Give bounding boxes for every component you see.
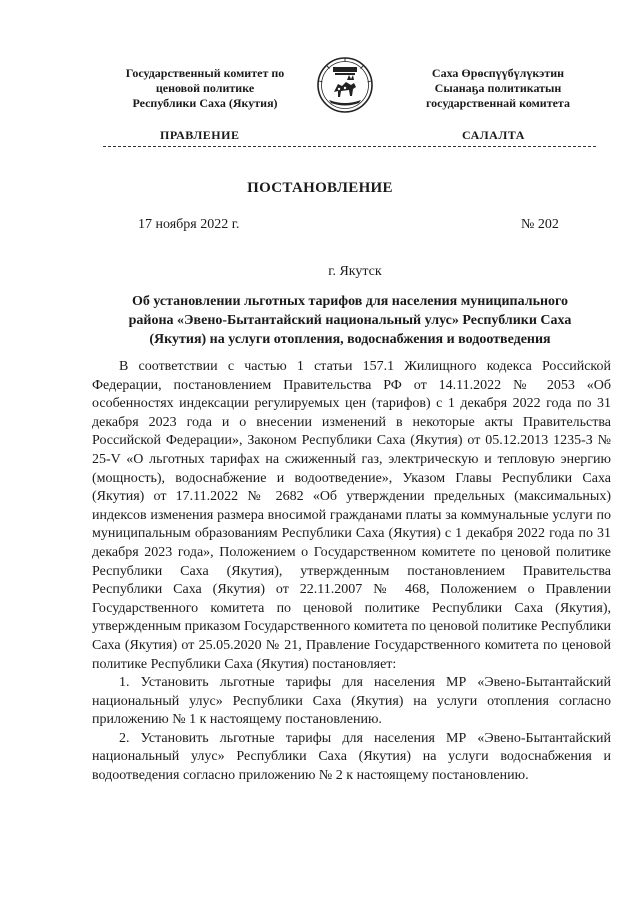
department-yakut: САЛАЛТА	[462, 128, 525, 142]
sakha-coat-of-arms-icon	[316, 56, 374, 114]
document-type: ПОСТАНОВЛЕНИЕ	[247, 180, 393, 196]
issuer-line: Республики Саха (Якутия)	[132, 96, 278, 110]
issuer-line: Государственный комитет по	[125, 66, 285, 80]
issuer-line: государственнай комитета	[426, 96, 570, 110]
issuer-name-russian	[90, 66, 320, 111]
document-city: г. Якутск	[328, 264, 382, 279]
document-number: № 202	[521, 217, 559, 232]
resolution-item: 2. Установить льготные тарифы для населения МР «Эвено-Бытантайский национальный улус» Республики Саха (Якутия) на услуги водоснабжения и водоотведения согласно приложению № 2 к настоящему постановлению.	[92, 730, 611, 784]
document-date: 17 ноября 2022 г.	[138, 217, 240, 232]
issuer-line: Саха Өрөспүүбүлүкэтин	[431, 66, 565, 80]
issuer-line: ценовой политике	[155, 81, 255, 95]
issuer-name-yakut	[383, 66, 613, 111]
header-divider	[103, 146, 596, 147]
document-body	[92, 358, 611, 786]
issuer-line: Сыанаҕа политикатын	[434, 81, 562, 95]
department-russian: ПРАВЛЕНИЕ	[160, 128, 240, 142]
resolution-item: 1. Установить льготные тарифы для населения МР «Эвено-Бытантайский национальный улус» Республики Саха (Якутия) на услуги отопления согласно приложению № 1 к настоящему постановлению.	[92, 675, 611, 728]
document-title: Об установлении льготных тарифов для населения муниципального района «Эвено-Бытантайский национальный улус» Республики Саха (Якутия) на услуги отопления, водоснабжения и водоотведения	[128, 294, 572, 347]
preamble-paragraph: В соответствии с частью 1 статьи 157.1 Жилищного кодекса Российской Федерации, постановлением Правительства РФ от 14.11.2022 № 2053 «Об особенностях индексации регулируемых цен (тарифов) с 1 декабря 2022 года по 31 декабря 2023 года и о внесении изменений в некоторые акты Правительства Российской Федерации», Законом Республики Саха (Якутия) от 05.12.2013 1235-З № 25-V «О льготных тарифах на сжиженный газ, электрическую и тепловую энергию (мощность), водоснабжение и водоотведение», Указом Главы Республики Саха (Якутия) от 17.11.2022 № 2682 «Об утверждении предельных (максимальных) индексов изменения размера вносимой гражданами платы за коммунальные услуги по муниципальным образованиям Республики Саха (Якутия) с 1 декабря 2022 года по 31 декабря 2023 года», Положением о Государственном комитете по ценовой политике Республики Саха (Якутия), утвержденным постановлением Правительства Республики Саха (Якутия) от 22.11.2007 № 468, Положением о Правлении Государственного комитета по ценовой политике Республики Саха (Якутия), утвержденным приказом Государственного комитета по ценовой политике Республики Саха (Якутия) от 25.05.2020 № 21, Правление Государственного комитета по ценовой политике Республики Саха (Якутия) постановляет:	[92, 359, 611, 672]
